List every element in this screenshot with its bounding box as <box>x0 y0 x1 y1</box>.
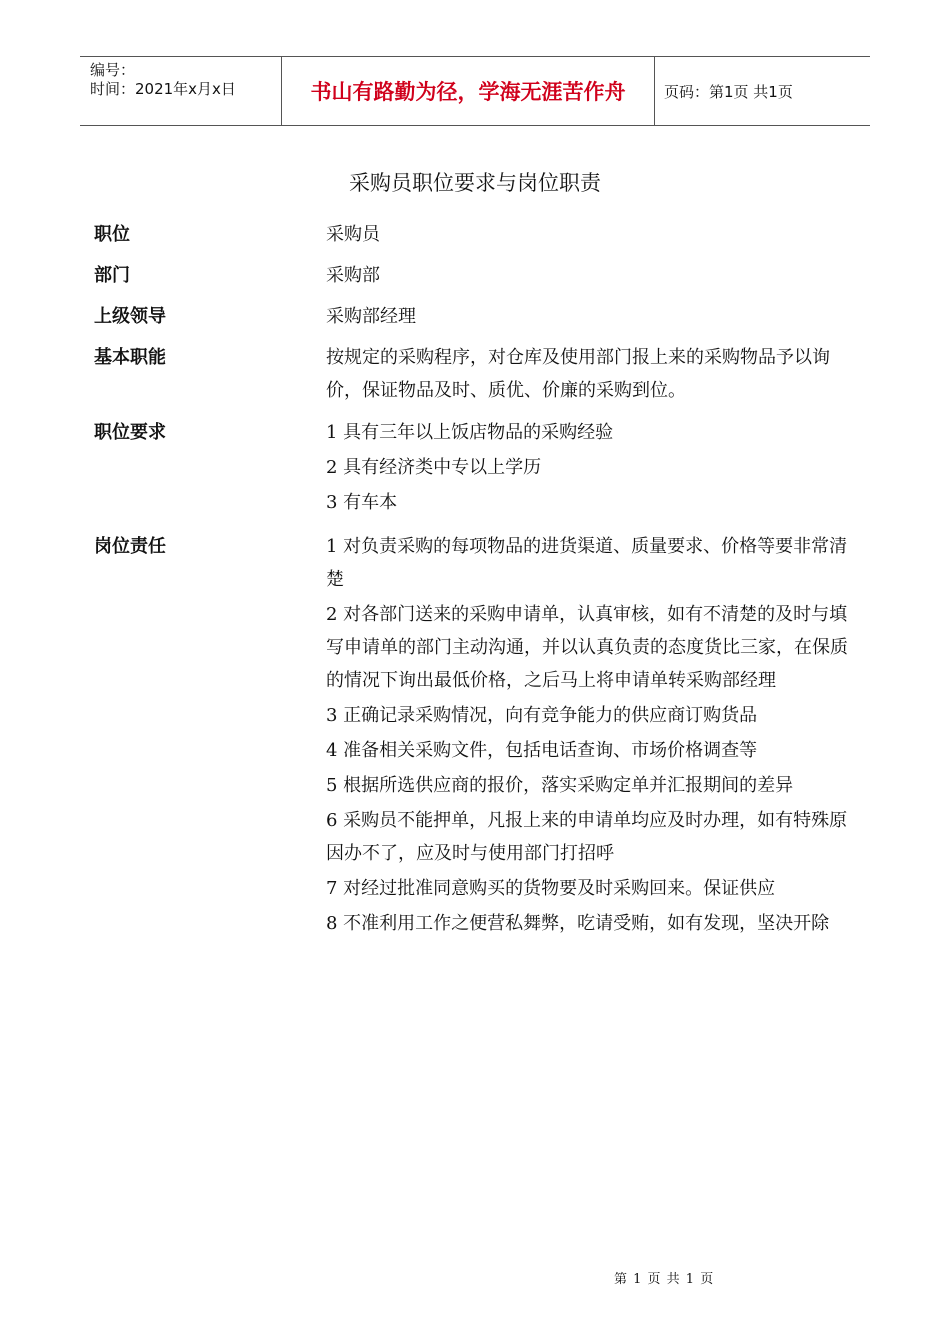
header-page-info: 页码：第1页 共1页 <box>664 82 793 101</box>
list-item: 3 有车本 <box>326 492 398 513</box>
document-header <box>80 56 870 126</box>
field-value: 采购员 <box>326 224 380 245</box>
serial-number-label: 编号： <box>90 61 136 79</box>
header-meta <box>80 57 281 125</box>
list-item: 2 具有经济类中专以上学历 <box>326 457 542 478</box>
time-label: 时间：2021年x月x日 <box>90 80 236 98</box>
list-item: 4 准备相关采购文件，包括电话查询、市场价格调查等 <box>326 740 758 761</box>
list-item: 6 采购员不能押单，凡报上来的申请单均应及时办理，如有特殊原因办不了，应及时与使用部门打招呼 <box>326 810 848 864</box>
field-label: 岗位责任 <box>94 536 166 557</box>
list-item: 5 根据所选供应商的报价，落实采购定单并汇报期间的差异 <box>326 775 794 796</box>
list-item: 3 正确记录采购情况，向有竞争能力的供应商订购货品 <box>326 705 758 726</box>
header-motto: 书山有路勤为径，学海无涯苦作舟 <box>281 57 655 125</box>
field-label: 上级领导 <box>94 306 166 327</box>
field-value: 按规定的采购程序，对仓库及使用部门报上来的采购物品予以询价，保证物品及时、质优、价廉的采购到位。 <box>326 347 830 401</box>
field-label: 部门 <box>94 265 130 286</box>
page-footer: 第 1 页 共 1 页 <box>614 1272 715 1287</box>
requirements-list <box>326 416 851 521</box>
list-item: 8 不准利用工作之便营私舞弊，吃请受贿，如有发现，坚决开除 <box>326 913 830 934</box>
page-title: 采购员职位要求与岗位职责 <box>349 171 601 195</box>
field-label: 基本职能 <box>94 347 166 368</box>
field-label: 职位要求 <box>94 422 166 443</box>
list-item: 1 具有三年以上饭店物品的采购经验 <box>326 422 614 443</box>
field-value: 采购部 <box>326 265 380 286</box>
list-item: 2 对各部门送来的采购申请单，认真审核，如有不清楚的及时与填写申请单的部门主动沟通，并以认真负责的态度货比三家，在保质的情况下询出最低价格，之后马上将申请单转采购部经理 <box>326 604 848 691</box>
responsibilities-list <box>326 530 851 942</box>
list-item: 1 对负责采购的每项物品的进货渠道、质量要求、价格等要非常清楚 <box>326 536 848 590</box>
field-value: 采购部经理 <box>326 306 416 327</box>
field-label: 职位 <box>94 224 130 245</box>
list-item: 7 对经过批准同意购买的货物要及时采购回来。保证供应 <box>326 878 776 899</box>
